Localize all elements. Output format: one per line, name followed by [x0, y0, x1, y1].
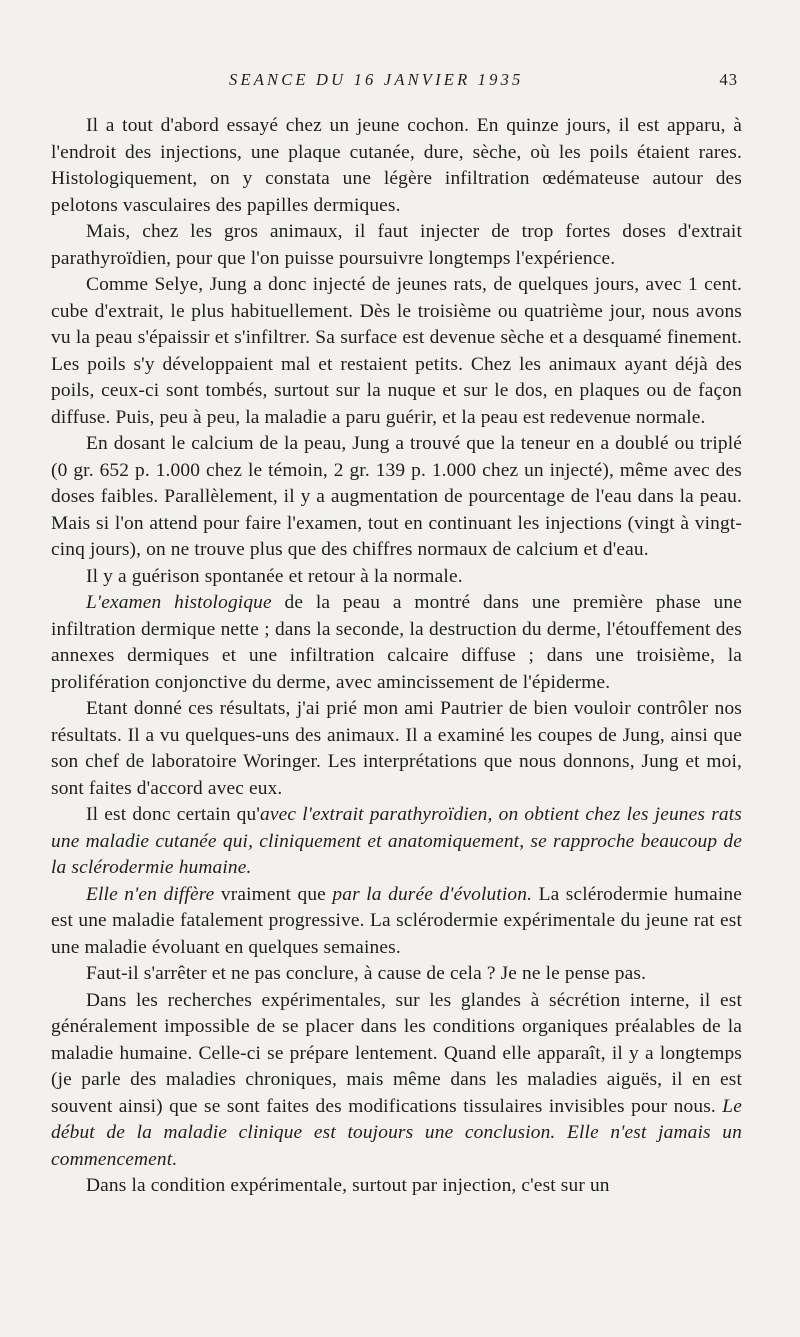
- running-header: [0, 70, 800, 96]
- paragraph-text: de la peau a montré dans une première phase une infiltration dermique nette ; dans la seconde, la destruction du derme, l'étouffement des annexes dermiques et une infiltration calcaire diffuse ; dans une troisième, la prolifération conjonctive du derme, avec amincissement de l'épiderme.: [51, 592, 742, 693]
- body-text: [51, 113, 742, 1200]
- paragraph-text: Dans la condition expérimentale, surtout par injection, c'est sur un: [86, 1175, 610, 1196]
- italic-phrase: L'examen histologique: [86, 592, 272, 613]
- paragraph-certain: [51, 802, 742, 882]
- paragraph-conclure: [51, 961, 742, 988]
- paragraph-text: Il a tout d'abord essayé chez un jeune cochon. En quinze jours, il est apparu, à l'endroit des injections, une plaque cutanée, dure, sèche, où les poils étaient rares. Histologiquement, on y constata une légère infiltration œdémateuse autour des pelotons vasculaires des papilles dermiques.: [51, 115, 742, 216]
- paragraph-condition: [51, 1173, 742, 1200]
- paragraph-text: La sclérodermie humaine est une maladie fatalement progressive. La sclérodermie expérimentale du jeune rat est une maladie évoluant en quelques semaines.: [51, 883, 743, 958]
- paragraph-pautrier: [51, 696, 742, 802]
- paragraph-guerison: [51, 564, 742, 591]
- paragraph-examen-histologique: [51, 590, 742, 696]
- paragraph-text: Il y a guérison spontanée et retour à la normale.: [86, 565, 463, 587]
- paragraph-text: Il est donc certain qu': [86, 804, 260, 825]
- paragraph-gros-animaux: [51, 219, 742, 272]
- italic-phrase: avec l'extrait parathyroïdien, on obtient chez les jeunes rats une maladie cutanée qui, cliniquement et anatomiquement, se rapproche beaucoup de la sclérodermie humaine.: [51, 804, 742, 878]
- paragraph-calcium: [51, 431, 742, 564]
- paragraph-text: Mais, chez les gros animaux, il faut injecter de trop fortes doses d'extrait parathyroïdien, pour que l'on puisse poursuivre longtemps l'expérience.: [51, 221, 742, 269]
- italic-phrase: par la durée d'évolution.: [332, 883, 533, 905]
- paragraph-cochon: [51, 113, 742, 219]
- paragraph-selye-jung: [51, 272, 742, 431]
- paragraph-text: vraiment que: [214, 883, 333, 905]
- italic-phrase: Le début de la maladie clinique est toujours une conclusion. Elle n'est jamais un commencement.: [51, 1095, 742, 1170]
- paragraph-text: Dans les recherches expérimentales, sur les glandes à sécrétion interne, il est généralement impossible de se placer dans les conditions organiques préalables de la maladie humaine. Celle-ci se prépare lentement. Quand elle apparaît, il y a longtemps (je parle des maladies chroniques, mais même dans les maladies aiguës, il en est souvent ainsi) que se sont faites des modifications tissulaires invisibles pour nous.: [51, 989, 742, 1117]
- italic-phrase: Elle n'en diffère: [86, 883, 215, 905]
- paragraph-text: Etant donné ces résultats, j'ai prié mon ami Pautrier de bien vouloir contrôler nos résultats. Il a vu quelques-uns des animaux. Il a examiné les coupes de Jung, ainsi que son chef de laboratoire Woringer. Les interprétations que nous donnons, Jung et moi, sont faites d'accord avec eux.: [51, 698, 742, 799]
- paragraph-differe: [51, 882, 742, 962]
- paragraph-text: Faut-il s'arrêter et ne pas conclure, à cause de cela ? Je ne le pense pas.: [86, 963, 647, 984]
- paragraph-text: En dosant le calcium de la peau, Jung a trouvé que la teneur en a doublé ou triplé (0 gr. 652 p. 1.000 chez le témoin, 2 gr. 139 p. 1.000 chez un injecté), même avec des doses faibles. Parallèlement, il y a augmentation de pourcentage de l'eau dans la peau. Mais si l'on attend pour faire l'examen, tout en continuant les injections (vingt à vingt-cinq jours), on ne trouve plus que des chiffres normaux de calcium et d'eau.: [51, 433, 742, 560]
- page-number: 43: [719, 70, 738, 89]
- paragraph-recherches: [51, 988, 742, 1174]
- paragraph-text: Comme Selye, Jung a donc injecté de jeunes rats, de quelques jours, avec 1 cent. cube d'extrait, le plus habituellement. Dès le troisième ou quatrième jour, nous avons vu la peau s'épaissir et s'infiltrer. Sa surface est devenue sèche et a desquamé finement. Les poils s'y développaient mal et restaient petits. Chez les animaux ayant déjà des poils, ceux-ci sont tombés, surtout sur la nuque et sur le dos, en plaques ou de façon diffuse. Puis, peu à peu, la maladie a paru guérir, et la peau est redevenue normale.: [51, 274, 742, 428]
- header-title: SEANCE DU 16 JANVIER 1935: [229, 70, 524, 89]
